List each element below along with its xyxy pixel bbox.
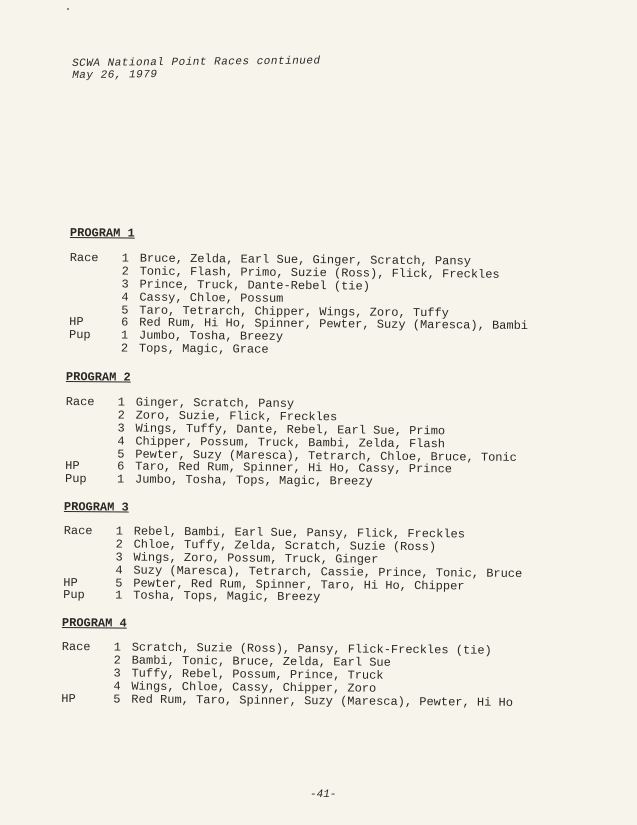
race-results: Cassy, Chloe, Possum [139,290,284,306]
program-rows [61,641,622,710]
program-title: PROGRAM 4 [61,616,127,631]
race-results: Wings, Chloe, Cassy, Chipper, Zoro [131,679,377,696]
race-label: Pup [63,588,85,603]
race-results: Tosha, Tops, Magic, Breezy [133,589,321,605]
race-label: Race [61,639,91,655]
program-title: PROGRAM 1 [69,226,135,241]
race-results: Tuffy, Rebel, Possum, Prince, Truck [131,666,384,683]
race-results: Chipper, Possum, Truck, Bambi, Zelda, Flash [135,434,446,451]
race-results: Chloe, Tuffy, Zelda, Scratch, Suzie (Ross) [133,537,437,555]
race-number: 3 [113,666,121,681]
race-results: Bambi, Tonic, Bruce, Zelda, Earl Sue [131,653,391,670]
race-number: 2 [121,264,129,279]
race-number: 1 [113,640,121,655]
header-date: May 26, 1979 [72,69,158,82]
program-title: PROGRAM 3 [63,500,129,515]
race-results: Zoro, Suzie, Flick, Freckles [135,408,338,425]
race-number: 4 [117,434,125,449]
race-results: Jumbo, Tosha, Tops, Magic, Breezy [134,472,373,490]
program-rows [69,252,630,360]
header-title: SCWA National Point Races continued [72,55,321,70]
race-label: Pup [64,472,87,487]
race-results: Pewter, Red Rum, Spinner, Taro, Hi Ho, Chipper [133,576,465,594]
program-section [69,226,630,360]
race-label: Race [65,394,95,410]
race-results: Pewter, Suzy (Maresca), Tetrarch, Chloe, Bruce, Tonic [135,447,517,465]
page-number: -41- [310,789,337,801]
race-number: 5 [115,576,123,591]
race-results: Red Rum, Hi Ho, Spinner, Pewter, Suzy (Maresca), Bambi [139,316,529,334]
race-number: 4 [121,290,129,305]
race-number: 6 [121,315,129,330]
race-number: 1 [116,472,125,487]
race-results: Ginger, Scratch, Pansy [135,395,295,411]
race-number: 5 [121,303,129,318]
race-results: Jumbo, Tosha, Breezy [138,328,284,345]
race-label: Race [63,523,93,539]
race-results: Tonic, Flash, Primo, Suzie (Ross), Flick, Freckles [139,264,500,282]
race-results: Wings, Zoro, Possum, Truck, Ginger [133,550,379,567]
race-results: Bruce, Zelda, Earl Sue, Ginger, Scratch, Pansy [139,251,472,269]
race-number: 3 [121,277,129,292]
program-section [61,616,622,710]
race-number: 4 [115,563,123,578]
race-number: 1 [121,251,129,266]
race-results: Scratch, Suzie (Ross), Pansy, Flick-Freckles (tie) [131,640,492,658]
page-header [72,54,452,82]
race-label: Pup [68,328,91,343]
race-number: 2 [120,341,129,356]
race-results: Suzy (Maresca), Tetrarch, Cassie, Prince, Tonic, Bruce [133,563,523,581]
race-number: 1 [117,395,125,410]
race-number: 2 [117,408,125,423]
race-results: Taro, Red Rum, Spinner, Hi Ho, Cassy, Prince [135,460,453,477]
race-number: 3 [117,421,125,436]
race-number: 5 [113,692,121,707]
race-number: 2 [113,653,121,668]
race-results: Rebel, Bambi, Earl Sue, Pansy, Flick, Freckles [133,524,466,542]
program-section [65,370,626,491]
race-results: Wings, Tuffy, Dante, Rebel, Earl Sue, Primo [135,421,446,439]
race-results: Taro, Tetrarch, Chipper, Wings, Zoro, Tuffy [139,303,449,320]
race-label: Race [69,250,99,266]
paper-speck [67,8,69,10]
race-results: Tops, Magic, Grace [138,341,269,357]
race-number: 1 [120,328,129,343]
race-number: 2 [115,537,123,552]
program-title: PROGRAM 2 [65,370,131,385]
program-section [63,500,624,607]
program-rows [63,525,624,607]
race-number: 6 [117,459,125,474]
race-results: Prince, Truck, Dante-Rebel (tie) [139,277,370,294]
program-rows [65,396,626,491]
race-label: HP [63,575,78,590]
race-number: 4 [113,679,121,694]
race-label: HP [69,315,84,330]
race-number: 1 [115,588,123,603]
race-label: HP [65,459,80,474]
race-number: 3 [115,550,123,565]
race-results: Red Rum, Taro, Spinner, Suzy (Maresca), Pewter, Hi Ho [131,692,513,710]
race-label: HP [61,691,76,706]
race-number: 5 [117,447,125,462]
race-number: 1 [115,524,123,539]
